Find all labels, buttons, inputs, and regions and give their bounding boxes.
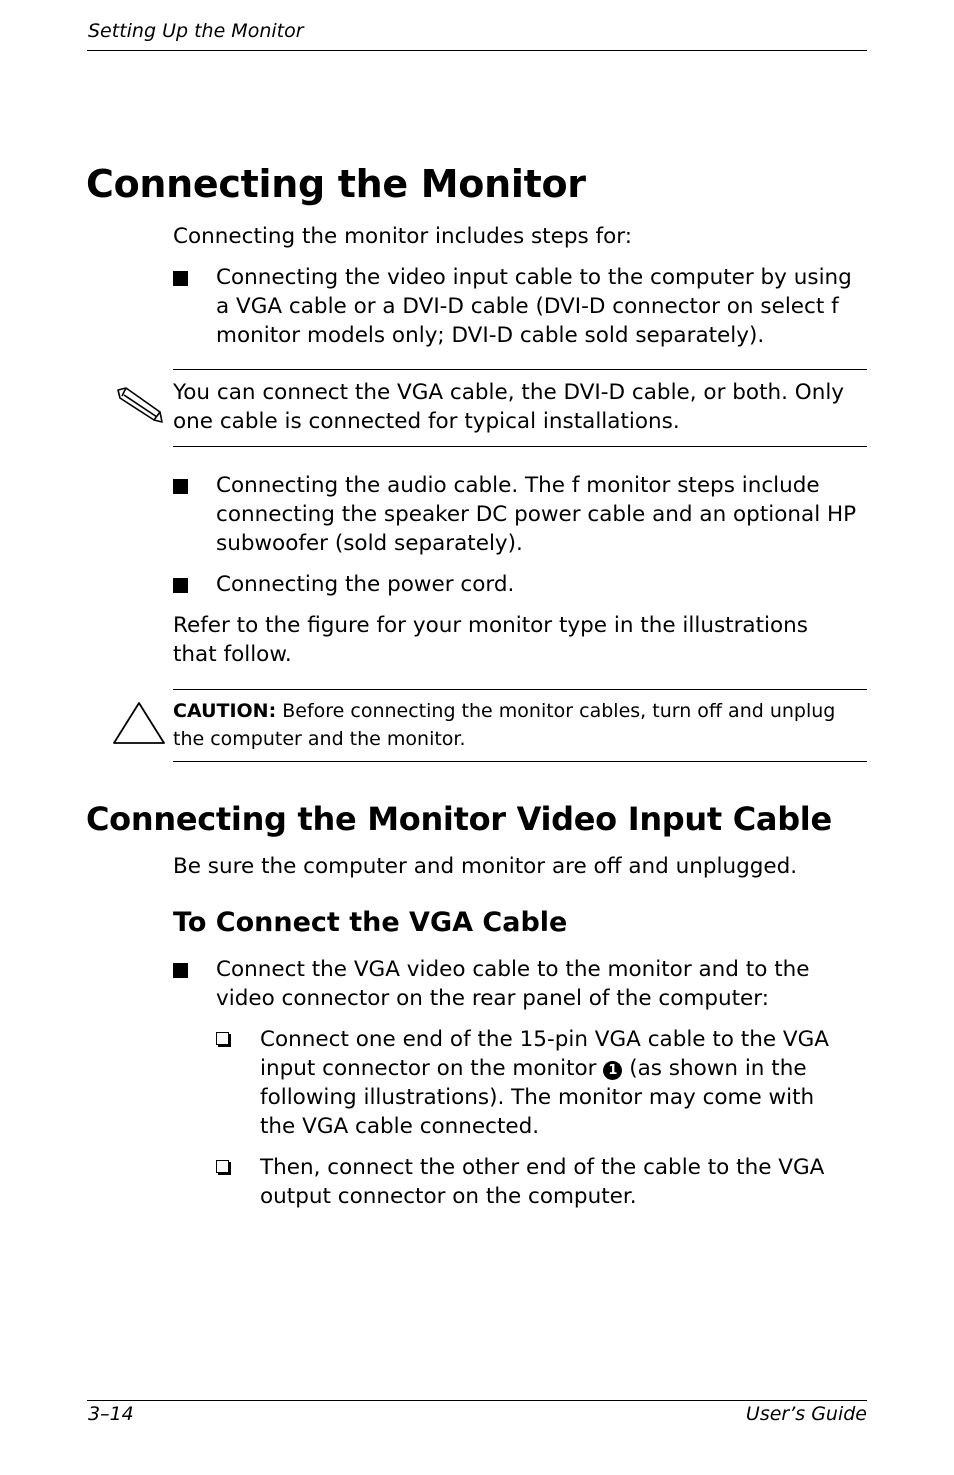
- note-text: You can connect the VGA cable, the DVI-D cable, or both. Only one cable is connected for typical installations.: [173, 380, 845, 434]
- checkbox-bullet-icon: [216, 1160, 229, 1173]
- square-bullet-icon: [173, 479, 188, 494]
- page-number: 3–14: [88, 1403, 134, 1425]
- sub-text-end: (as shown in the following illustrations). The monitor may come with the VGA cable connected.: [260, 1056, 815, 1139]
- checkbox-bullet-icon: [216, 1032, 229, 1045]
- note-bottom-rule: [173, 446, 867, 447]
- list-item-text: Connect the VGA video cable to the monitor and to the video connector on the rear panel of the computer:: [216, 957, 810, 1011]
- sub-list-item-text: Then, connect the other end of the cable to the VGA output connector on the computer.: [260, 1155, 825, 1209]
- section-heading: Connecting the Monitor Video Input Cable: [86, 800, 832, 838]
- header-rule: [87, 50, 867, 51]
- list-item: [173, 955, 863, 1013]
- refer-paragraph: Refer to the figure for your monitor type in the illustrations that follow.: [173, 613, 808, 667]
- footer-guide-title: User’s Guide: [745, 1403, 867, 1425]
- square-bullet-icon: [173, 578, 188, 593]
- running-header: Setting Up the Monitor: [88, 20, 304, 42]
- list-item-text: Connecting the audio cable. The f monitor steps include connecting the speaker DC power cable and an optional HP subwoofer (sold separately).: [216, 473, 857, 556]
- subsection-heading: To Connect the VGA Cable: [173, 907, 568, 938]
- list-item: [173, 570, 863, 599]
- sub-list-item: [216, 1025, 836, 1141]
- list-item-text: Connecting the video input cable to the computer by using a VGA cable or a DVI-D cable (DVI-D connector on select f monitor models only; DVI-D cable sold separately).: [216, 265, 852, 348]
- list-item: [173, 263, 863, 350]
- caution-notice: [173, 697, 863, 753]
- list-item-text: Connecting the power cord.: [216, 572, 515, 597]
- square-bullet-icon: [173, 963, 188, 978]
- square-bullet-icon: [173, 271, 188, 286]
- note-top-rule: [173, 369, 867, 370]
- sub-text-start: Connect one end of the 15-pin VGA cable to the VGA input connector on the monitor: [260, 1027, 829, 1081]
- intro-paragraph: Connecting the monitor includes steps for:: [173, 224, 632, 249]
- pencil-note-icon: [112, 386, 164, 426]
- footer-rule: [87, 1400, 867, 1401]
- sub-list-item-text: [260, 1025, 836, 1141]
- caution-triangle-icon: [112, 700, 166, 746]
- list-item: [173, 471, 863, 558]
- page-title: Connecting the Monitor: [86, 162, 586, 206]
- caution-label: CAUTION:: [173, 700, 277, 722]
- sub-list-item: [216, 1153, 836, 1211]
- caution-top-rule: [173, 689, 867, 690]
- section-intro: Be sure the computer and monitor are off and unplugged.: [173, 854, 798, 879]
- caution-bottom-rule: [173, 761, 867, 762]
- callout-number-icon: 1: [603, 1061, 622, 1080]
- caution-body: Before connecting the monitor cables, turn off and unplug the computer and the monitor.: [173, 700, 836, 750]
